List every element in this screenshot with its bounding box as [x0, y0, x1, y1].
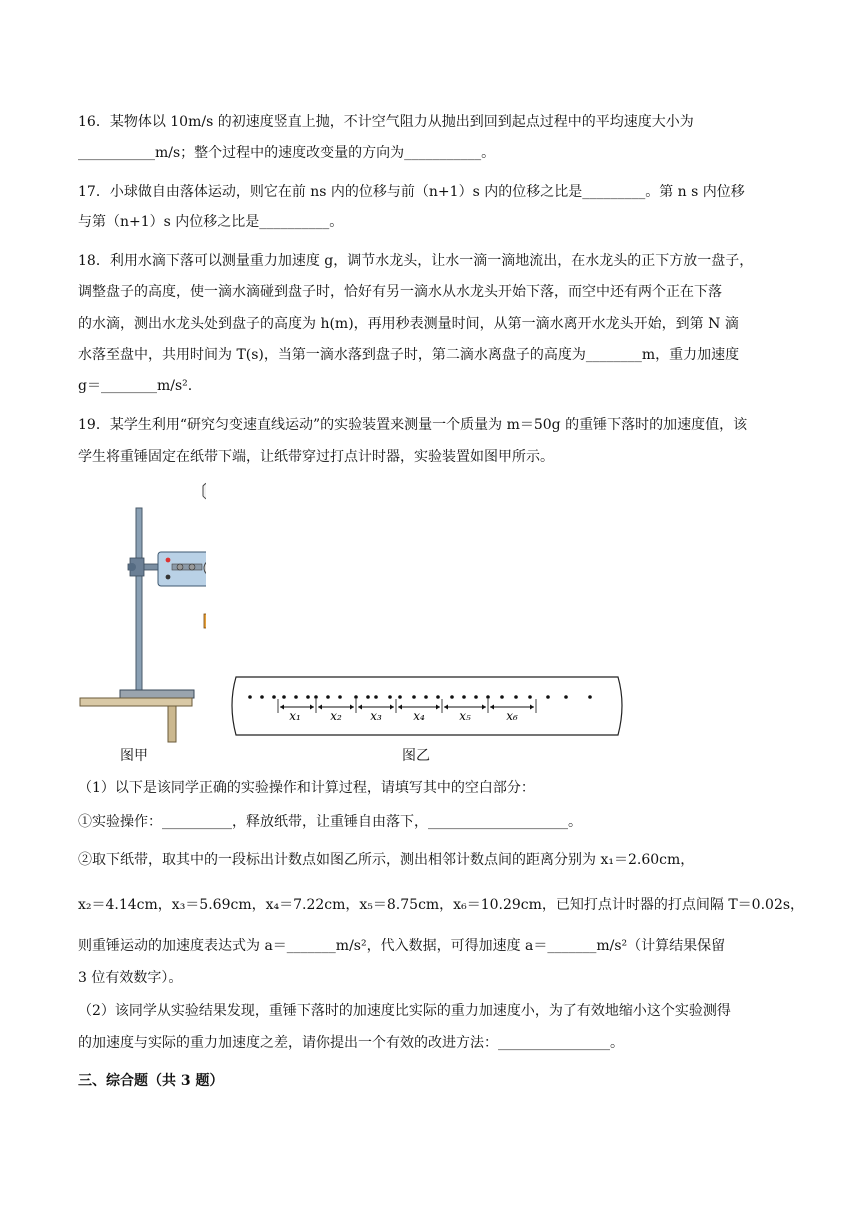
section-3-heading: 三、综合题（共 3 题） — [78, 1073, 224, 1089]
figure-tape — [230, 675, 626, 737]
tape-dot — [412, 695, 416, 699]
q17-line-1: 17．小球做自由落体运动，则它在前 ns 内的位移与前（n+1）s 内的位移之比是_________。第 n s 内位移 — [78, 184, 745, 200]
tape-dot — [388, 695, 392, 699]
tape-dot — [436, 695, 440, 699]
q18-line-1: 18．利用水滴下落可以测量重力加速度 g，调节水龙头，让水一滴一滴地流出，在水龙头的正下方放一盘子， — [78, 253, 754, 269]
q16-line-2: ___________m/s；整个过程中的速度改变量的方向为___________。 — [78, 145, 496, 161]
hand-shape — [203, 482, 206, 503]
q19-part2-line2: 的加速度与实际的重力加速度之差，请你提出一个有效的改进方法：________________。 — [78, 1035, 624, 1051]
tape-dot — [366, 695, 370, 699]
q19-step2-line3: 则重锤运动的加速度表达式为 a＝_______m/s²，代入数据，可得加速度 a＝_______m/s²（计算结果保留 — [78, 938, 726, 954]
figure-apparatus — [76, 478, 206, 743]
q18-line-5: g＝________m/s². — [78, 378, 193, 394]
tape-dot — [374, 695, 378, 699]
q19-step2-line4: 3 位有效数字）。 — [78, 970, 183, 986]
tape-dot — [338, 695, 342, 699]
q17-line-2: 与第（n+1）s 内位移之比是__________。 — [78, 214, 344, 230]
tape-label-x4: x₄ — [413, 709, 425, 723]
tape-dot — [354, 695, 358, 699]
q19-step1: ①实验操作：__________，释放纸带，让重锤自由落下，____________________。 — [78, 814, 582, 830]
q19-step2-line2: x₂＝4.14cm，x₃＝5.69cm，x₄＝7.22cm，x₅＝8.75cm，x₆＝10.29cm，已知打点计时器的打点间隔 T＝0.02s， — [78, 897, 805, 913]
tape-dot — [546, 695, 550, 699]
tape-outline — [232, 677, 622, 735]
tape-dot — [514, 695, 518, 699]
q18-line-2: 调整盘子的高度，使一滴水滴碰到盘子时，恰好有另一滴水从水龙头开始下落，而空中还有两个正在下落 — [78, 284, 722, 300]
tape-label-x5: x₅ — [459, 709, 471, 723]
q16-line-1: 16．某物体以 10m/s 的初速度竖直上抛，不计空气阻力从抛出到回到起点过程中的平均速度大小为 — [78, 114, 694, 130]
q18-line-3: 的水滴，测出水龙头处到盘子的高度为 h(m)，再用秒表测量时间，从第一滴水离开水龙头开始，到第 N 滴 — [78, 316, 739, 332]
tape-dot — [398, 695, 402, 699]
tape-label-x2: x₂ — [330, 709, 342, 723]
tape-dot — [282, 695, 286, 699]
q19-part2-line1: （2）该同学从实验结果发现，重锤下落时的加速度比实际的重力加速度小，为了有效地缩小这个实验测得 — [78, 1003, 731, 1019]
q18-line-4: 水落至盘中，共用时间为 T(s)，当第一滴水落到盘子时，第二滴水离盘子的高度为________m，重力加速度 — [78, 347, 740, 363]
q19-step2-line1: ②取下纸带，取其中的一段标出计数点如图乙所示，测出相邻计数点间的距离分别为 x₁＝2.60cm， — [78, 852, 695, 868]
tape-dot — [588, 695, 592, 699]
tape-label-x6: x₆ — [506, 709, 518, 723]
figure-a-caption: 图甲 — [120, 748, 148, 764]
tape-dot — [486, 695, 490, 699]
q19-line-1: 19．某学生利用“研究匀变速直线运动”的实验装置来测量一个质量为 m＝50g 的重锤下落时的加速度值，该 — [78, 417, 748, 433]
tape-dot — [306, 695, 310, 699]
tape-dot — [248, 695, 252, 699]
tape-label-x1: x₁ — [289, 709, 301, 723]
tape-dot — [260, 695, 264, 699]
figure-b-caption: 图乙 — [402, 748, 430, 764]
q19-part1-intro: （1）以下是该同学正确的实验操作和计算过程，请填写其中的空白部分： — [78, 780, 535, 796]
tape-label-x3: x₃ — [370, 709, 382, 723]
tape-dot — [450, 695, 454, 699]
tape-dot — [500, 695, 504, 699]
tape-dot — [314, 695, 318, 699]
tape-dot — [424, 695, 428, 699]
tape-dot — [294, 695, 298, 699]
tape-dot — [564, 695, 568, 699]
tape-dot — [528, 695, 532, 699]
tape-dot — [474, 695, 478, 699]
tape-dot — [326, 695, 330, 699]
tape-dot — [272, 695, 276, 699]
q19-line-2: 学生将重锤固定在纸带下端，让纸带穿过打点计时器，实验装置如图甲所示。 — [78, 449, 554, 465]
tape-dot — [462, 695, 466, 699]
